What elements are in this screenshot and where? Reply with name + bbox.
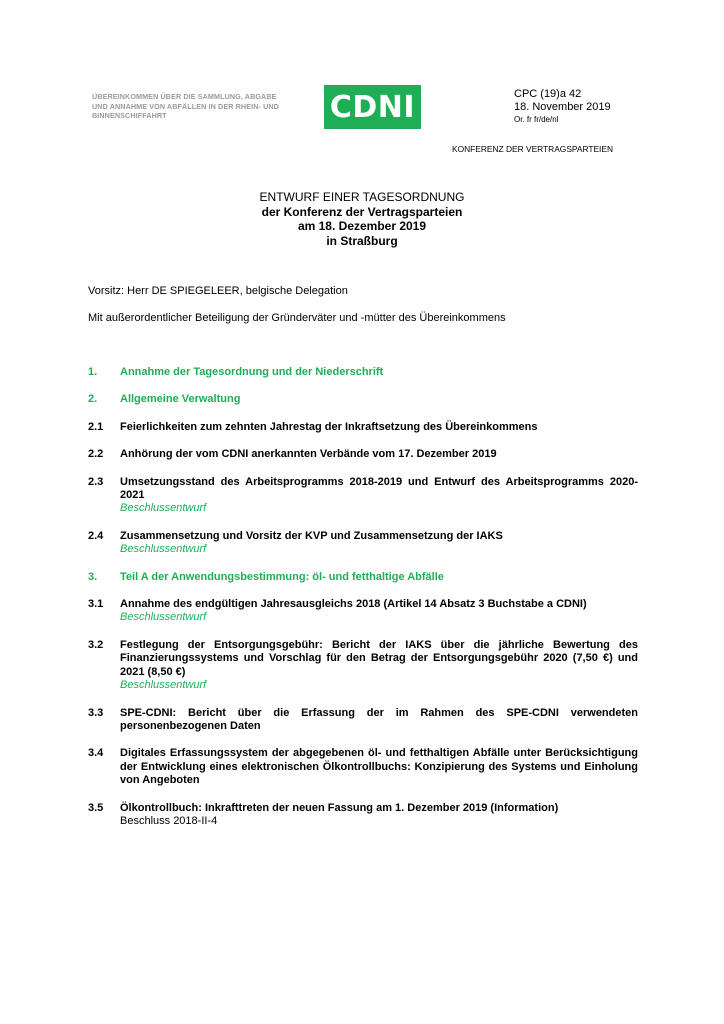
agenda-item-number: 2. xyxy=(88,393,98,406)
doc-languages: Or. fr fr/de/nl xyxy=(514,115,559,124)
agenda-item-label: Teil A der Anwendungsbestimmung: öl- und fetthaltige Abfälle xyxy=(120,570,444,583)
agenda-item-number: 3.1 xyxy=(88,598,104,611)
agenda-item-number: 3.3 xyxy=(88,706,104,719)
title-line-3: am 18. Dezember 2019 xyxy=(297,219,427,233)
agenda-item xyxy=(88,366,638,379)
agenda-item xyxy=(88,393,638,406)
agenda-item xyxy=(88,802,638,829)
chair-line: Vorsitz: Herr DE SPIEGELEER, belgische Delegation xyxy=(88,285,348,297)
agenda-item-number: 2.1 xyxy=(88,420,104,433)
agenda-item xyxy=(88,747,638,787)
agenda-item-label: Anhörung der vom CDNI anerkannten Verbände vom 17. Dezember 2019 xyxy=(120,448,497,461)
agenda-item-number: 2.3 xyxy=(88,475,104,488)
title-line-4: in Straßburg xyxy=(326,233,398,248)
title-line-1: ENTWURF EINER TAGESORDNUNG xyxy=(259,190,465,204)
agenda-item-number: 3.4 xyxy=(88,747,104,760)
document-title xyxy=(0,190,724,248)
agenda-item-label: SPE-CDNI: Bericht über die Erfassung der im Rahmen des SPE-CDNI verwendeten personenbezogenen Daten xyxy=(120,706,638,732)
agenda-item xyxy=(88,571,638,584)
agenda-item-label: Umsetzungsstand des Arbeitsprogramms 2018-2019 und Entwurf des Arbeitsprogramms 2020-2021 xyxy=(120,475,638,502)
agenda-item-note: Beschlussentwurf xyxy=(120,543,207,556)
agenda-list xyxy=(88,366,638,842)
agenda-item-note: Beschlussentwurf xyxy=(120,611,207,624)
agenda-item xyxy=(88,476,638,516)
agenda-item xyxy=(88,707,638,734)
title-line-2: der Konferenz der Vertragsparteien xyxy=(261,204,463,219)
agenda-item-label: Feierlichkeiten zum zehnten Jahrestag der Inkraftsetzung des Übereinkommens xyxy=(120,420,538,433)
agenda-item-label: Allgemeine Verwaltung xyxy=(120,393,241,406)
org-line-1: ÜBEREINKOMMEN ÜBER DIE SAMMLUNG, ABGABE xyxy=(92,92,277,101)
organization-name xyxy=(92,92,322,121)
agenda-item-label: Ölkontrollbuch: Inkrafttreten der neuen Fassung am 1. Dezember 2019 (Information) xyxy=(120,801,559,814)
agenda-item xyxy=(88,530,638,557)
agenda-item-number: 3. xyxy=(88,570,98,583)
logo-text: CDNI xyxy=(329,89,416,125)
participation-line: Mit außerordentlicher Beteiligung der Gründerväter und -mütter des Übereinkommens xyxy=(88,312,506,324)
agenda-item-label: Digitales Erfassungssystem der abgegebenen öl- und fetthaltigen Abfälle unter Berücksichtigung der Entwicklung eines elektronischen Ölkontrollbuchs: Konzipierung des Systems und Einholung von Angeboten xyxy=(120,747,638,787)
agenda-item-number: 2.4 xyxy=(88,529,104,542)
doc-date: 18. November 2019 xyxy=(514,101,611,113)
agenda-item-label: Annahme der Tagesordnung und der Niederschrift xyxy=(120,366,384,378)
agenda-item xyxy=(88,448,638,461)
agenda-item xyxy=(88,639,638,693)
doc-ref-number: CPC (19)a 42 xyxy=(514,88,582,100)
agenda-item xyxy=(88,598,638,625)
agenda-item-label: Annahme des endgültigen Jahresausgleichs 2018 (Artikel 14 Absatz 3 Buchstabe a CDNI) xyxy=(120,598,587,611)
org-line-3: BINNENSCHIFFAHRT xyxy=(92,111,167,121)
agenda-item-label: Zusammensetzung und Vorsitz der KVP und Zusammensetzung der IAKS xyxy=(120,529,503,542)
document-reference xyxy=(514,88,611,126)
agenda-item-number: 2.2 xyxy=(88,448,104,461)
agenda-item-note: Beschlussentwurf xyxy=(120,502,207,515)
agenda-item-number: 3.5 xyxy=(88,801,104,814)
agenda-item-reference: Beschluss 2018-II-4 xyxy=(120,814,218,827)
agenda-item-number: 1. xyxy=(88,366,98,378)
cdni-logo xyxy=(324,85,421,129)
org-line-2: UND ANNAHME VON ABFÄLLEN IN DER RHEIN- UND xyxy=(92,101,279,111)
agenda-item-number: 3.2 xyxy=(88,638,104,651)
agenda-item-label: Festlegung der Entsorgungsgebühr: Bericht der IAKS über die jährliche Bewertung des Finanzierungssystems und Vorschlag für den Betrag der Entsorgungsgebühr 2020 (7,50 €) und 2021 (8,50 €) xyxy=(120,638,638,678)
agenda-item xyxy=(88,421,638,434)
agenda-item-note: Beschlussentwurf xyxy=(120,679,207,692)
conference-header: KONFERENZ DER VERTRAGSPARTEIEN xyxy=(452,144,614,154)
